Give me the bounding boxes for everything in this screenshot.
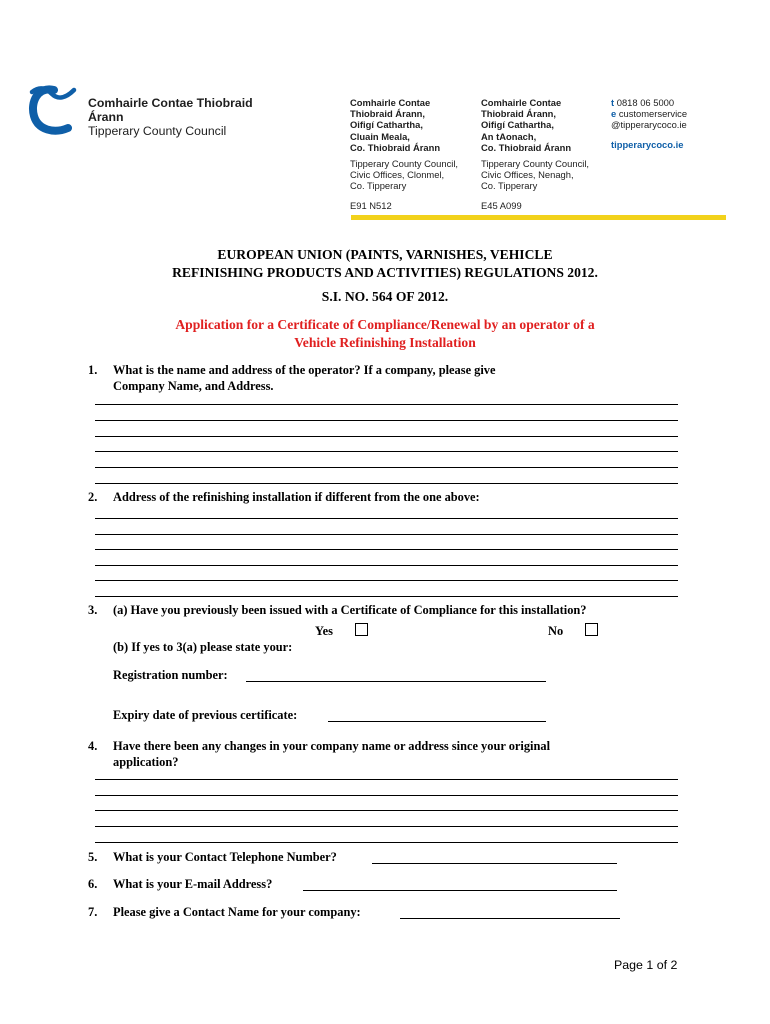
- council-name-english: Tipperary County Council: [88, 124, 227, 138]
- question-number: 3.: [88, 603, 98, 617]
- office-english-line: Civic Offices, Clonmel,: [350, 169, 445, 181]
- title-line: S.I. NO. 564 OF 2012.: [321, 289, 449, 304]
- email-domain: @tipperarycoco.ie: [611, 119, 687, 131]
- question-6-text: What is your E-mail Address?: [113, 877, 273, 891]
- page-number: Page 1 of 2: [614, 958, 678, 972]
- phone-line: [611, 97, 721, 108]
- answer-line[interactable]: [95, 451, 678, 452]
- subtitle-line: Vehicle Refinishing Installation: [294, 335, 476, 350]
- yes-label: Yes: [315, 624, 333, 638]
- form-subtitle: [0, 316, 770, 352]
- office-irish-line: Comhairle Contae: [350, 97, 431, 108]
- question-line: Company Name, and Address.: [113, 378, 274, 393]
- expiry-label: Expiry date of previous certificate:: [113, 708, 298, 722]
- answer-line[interactable]: [95, 565, 678, 566]
- answer-line[interactable]: [95, 404, 678, 405]
- regulation-title: [0, 246, 770, 306]
- office-irish-line: Comhairle Contae: [481, 97, 562, 108]
- question-1-text: [113, 363, 713, 394]
- office-eircode: E45 A099: [481, 199, 522, 211]
- question-3b-text: (b) If yes to 3(a) please state your:: [113, 640, 293, 654]
- question-5-text: What is your Contact Telephone Number?: [113, 850, 337, 864]
- office-nenagh: [481, 97, 606, 211]
- answer-line[interactable]: [95, 826, 678, 827]
- office-english-line: Co. Tipperary: [481, 180, 538, 192]
- title-line: EUROPEAN UNION (PAINTS, VARNISHES, VEHICLE: [217, 247, 553, 262]
- contact-name-field[interactable]: [400, 918, 620, 919]
- phone-key: t: [611, 97, 615, 108]
- office-irish-line: Co. Thiobraid Árann: [350, 141, 441, 153]
- telephone-field[interactable]: [372, 863, 617, 864]
- question-2-text: Address of the refinishing installation if different from the one above:: [113, 490, 480, 504]
- question-line: What is the name and address of the operator? If a company, please give: [113, 363, 496, 377]
- email-key: e: [611, 108, 617, 120]
- registration-label: Registration number:: [113, 668, 228, 682]
- answer-line[interactable]: [95, 795, 678, 796]
- council-logo-icon: [24, 82, 82, 136]
- answer-line[interactable]: [95, 534, 678, 535]
- email-part: customerservice: [618, 108, 688, 120]
- answer-line[interactable]: [95, 420, 678, 421]
- title-line: REFINISHING PRODUCTS AND ACTIVITIES) REGULATIONS 2012.: [172, 265, 598, 280]
- office-english-line: Co. Tipperary: [350, 180, 407, 192]
- answer-line[interactable]: [95, 518, 678, 519]
- office-english-line: Tipperary County Council,: [350, 158, 459, 170]
- contact-block: [611, 97, 721, 150]
- question-7-text: Please give a Contact Name for your company:: [113, 905, 361, 919]
- email-line: [611, 108, 721, 119]
- office-irish-line: Thiobraid Árann,: [481, 108, 556, 120]
- question-number: 6.: [88, 877, 98, 891]
- question-4-text: [113, 739, 713, 770]
- answer-line[interactable]: [95, 810, 678, 811]
- office-irish-line: Oifigí Cathartha,: [481, 119, 554, 131]
- office-english-line: Tipperary County Council,: [481, 158, 590, 170]
- answer-line[interactable]: [95, 549, 678, 550]
- answer-line[interactable]: [95, 596, 678, 597]
- office-irish-line: Oifigí Cathartha,: [350, 119, 423, 131]
- question-line: Have there been any changes in your company name or address since your original: [113, 739, 551, 753]
- yes-checkbox[interactable]: [355, 623, 368, 636]
- office-irish-line: Thiobraid Árann,: [350, 108, 425, 120]
- subtitle-line: Application for a Certificate of Compliance/Renewal by an operator of a: [175, 317, 595, 332]
- expiry-date-field[interactable]: [328, 721, 546, 722]
- question-number: 1.: [88, 363, 98, 377]
- answer-line[interactable]: [95, 580, 678, 581]
- answer-line[interactable]: [95, 483, 678, 484]
- header-accent-bar: [351, 215, 726, 220]
- answer-line[interactable]: [95, 779, 678, 780]
- question-number: 7.: [88, 905, 98, 919]
- question-number: 5.: [88, 850, 98, 864]
- registration-number-field[interactable]: [246, 681, 546, 682]
- phone-number: 0818 06 5000: [616, 97, 675, 108]
- answer-line[interactable]: [95, 467, 678, 468]
- council-name-irish: Comhairle Contae Thiobraid Árann: [88, 96, 253, 124]
- question-number: 4.: [88, 739, 98, 753]
- office-irish-line: Cluain Meala,: [350, 130, 410, 142]
- question-number: 2.: [88, 490, 98, 504]
- question-3a-text: (a) Have you previously been issued with a Certificate of Compliance for this installation?: [113, 603, 587, 617]
- email-field[interactable]: [303, 890, 617, 891]
- answer-line[interactable]: [95, 842, 678, 843]
- office-english-line: Civic Offices, Nenagh,: [481, 169, 574, 181]
- office-irish-line: Co. Thiobraid Árann: [481, 141, 572, 153]
- website-link[interactable]: tipperarycoco.ie: [611, 138, 684, 150]
- no-label: No: [548, 624, 564, 638]
- office-clonmel: [350, 97, 475, 211]
- question-line: application?: [113, 754, 179, 769]
- office-eircode: E91 N512: [350, 199, 392, 211]
- council-name: [88, 96, 288, 138]
- office-irish-line: An tAonach,: [481, 130, 537, 142]
- no-checkbox[interactable]: [585, 623, 598, 636]
- answer-line[interactable]: [95, 436, 678, 437]
